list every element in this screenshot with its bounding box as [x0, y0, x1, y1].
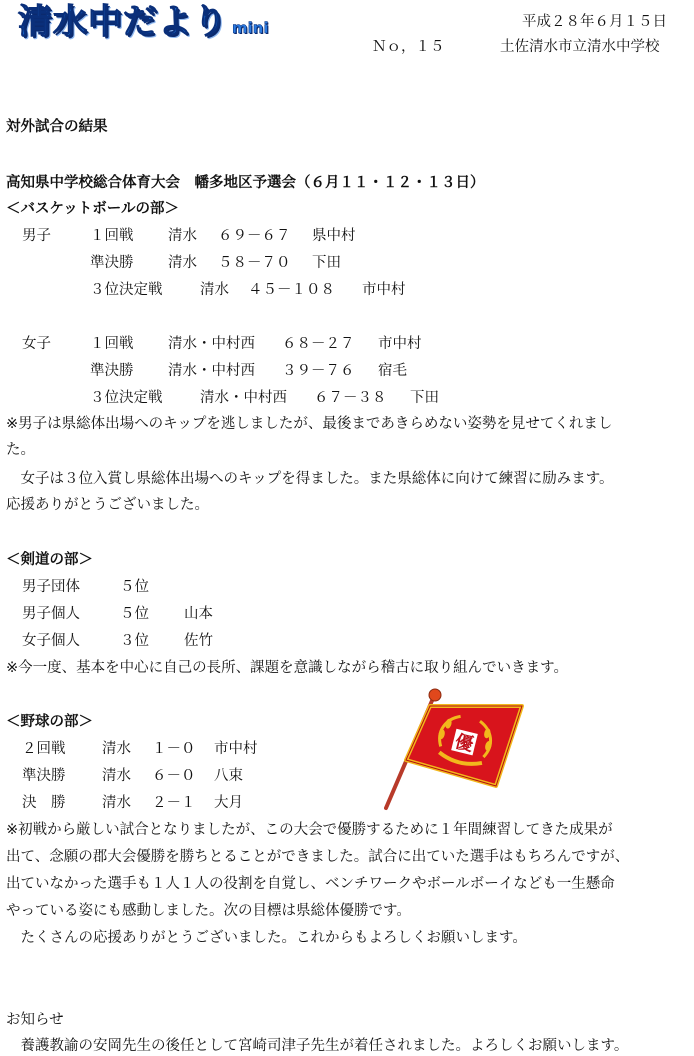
baseball-note-line: やっている姿にも感動しました。次の目標は県総体優勝です。 — [6, 903, 411, 919]
issue-date: 平成２８年６月１５日 — [522, 14, 667, 30]
result-opponent: 下田 — [312, 255, 341, 271]
kendo-place: ５位 — [120, 579, 149, 595]
baseball-heading: ＜野球の部＞ — [6, 714, 93, 730]
basketball-note-line: ※男子は県総体出場へのキップを逃しましたが、最後まであきらめない姿勢を見せてくれまし — [6, 416, 613, 432]
basketball-note-line: 女子は３位入賞し県総体出場へのキップを得ました。また県総体に向けて練習に励みます。 — [6, 471, 614, 487]
kendo-category: 女子個人 — [22, 633, 80, 649]
baseball-opponent: 市中村 — [214, 741, 258, 757]
kendo-category: 男子個人 — [22, 606, 80, 622]
notice-text: 養護教諭の安岡先生の後任として宮崎司津子先生が着任されました。よろしくお願いします。 — [6, 1038, 629, 1054]
baseball-team: 清水 — [102, 768, 131, 784]
notice-heading: お知らせ — [6, 1012, 64, 1028]
result-team: 清水 — [168, 228, 197, 244]
section-title: 対外試合の結果 — [6, 119, 108, 135]
result-team: 清水 — [168, 255, 197, 271]
baseball-note-line: 出て、念願の郡大会優勝を勝ちとることができました。試合に出ていた選手はもちろんですが、 — [6, 849, 630, 865]
baseball-round: 決 勝 — [22, 795, 66, 811]
baseball-note-line: ※初戦から厳しい試合となりましたが、この大会で優勝するために１年間練習してきた成果が — [6, 822, 613, 838]
result-team: 清水・中村西 — [200, 390, 287, 406]
result-opponent: 市中村 — [362, 282, 406, 298]
kendo-heading: ＜剣道の部＞ — [6, 552, 93, 568]
baseball-opponent: 大月 — [214, 795, 243, 811]
result-score: ３９－７６ — [282, 363, 355, 379]
result-opponent: 市中村 — [378, 336, 422, 352]
kendo-category: 男子団体 — [22, 579, 80, 595]
issue-number: Ｎｏ，１５ — [372, 39, 445, 55]
result-score: ６７－３８ — [314, 390, 387, 406]
kendo-note: ※今一度、基本を中心に自己の長所、課題を意識しながら稽古に取り組んでいきます。 — [6, 660, 568, 676]
basketball-note-line: 応援ありがとうございました。 — [6, 497, 209, 513]
baseball-score: ６－０ — [152, 768, 196, 784]
baseball-round: ２回戦 — [22, 741, 66, 757]
result-score: ６８－２７ — [282, 336, 355, 352]
result-round: ３位決定戦 — [90, 282, 163, 298]
victory-flag-icon — [384, 688, 530, 812]
baseball-opponent: 八束 — [214, 768, 243, 784]
baseball-score: １－０ — [152, 741, 196, 757]
result-round: ３位決定戦 — [90, 390, 163, 406]
kendo-name: 佐竹 — [184, 633, 213, 649]
result-round: １回戦 — [90, 336, 134, 352]
result-score: ５８－７０ — [218, 255, 291, 271]
result-team: 清水・中村西 — [168, 336, 255, 352]
result-opponent: 下田 — [410, 390, 439, 406]
kendo-name: 山本 — [184, 606, 213, 622]
kendo-place: ３位 — [120, 633, 149, 649]
result-opponent: 県中村 — [312, 228, 356, 244]
baseball-note-line: たくさんの応援ありがとうございました。これからもよろしくお願いします。 — [6, 930, 527, 946]
logo-title: 清水中だより — [18, 2, 228, 42]
result-round: 準決勝 — [90, 255, 134, 271]
result-team: 清水 — [200, 282, 229, 298]
girls-label: 女子 — [22, 336, 51, 352]
baseball-team: 清水 — [102, 741, 131, 757]
baseball-score: ２－１ — [152, 795, 196, 811]
result-score: ６９－６７ — [218, 228, 291, 244]
result-opponent: 宿毛 — [378, 363, 407, 379]
baseball-team: 清水 — [102, 795, 131, 811]
baseball-note-line: 出ていなかった選手も１人１人の役割を自覚し、ベンチワークやボールボーイなども一生懸命 — [6, 876, 615, 892]
boys-label: 男子 — [22, 228, 51, 244]
result-team: 清水・中村西 — [168, 363, 255, 379]
logo-mini-label: mini — [232, 19, 269, 37]
baseball-round: 準決勝 — [22, 768, 66, 784]
kendo-place: ５位 — [120, 606, 149, 622]
result-round: １回戦 — [90, 228, 134, 244]
school-name: 土佐清水市立清水中学校 — [500, 39, 660, 55]
flag-character: 優 — [452, 731, 476, 756]
newsletter-logo — [18, 2, 269, 42]
result-score: ４５－１０８ — [248, 282, 335, 298]
result-round: 準決勝 — [90, 363, 134, 379]
tournament-title: 高知県中学校総合体育大会 幡多地区予選会（６月１１・１２・１３日） — [6, 175, 485, 191]
basketball-note-line: た。 — [6, 442, 35, 458]
basketball-heading: ＜バスケットボールの部＞ — [6, 201, 179, 217]
